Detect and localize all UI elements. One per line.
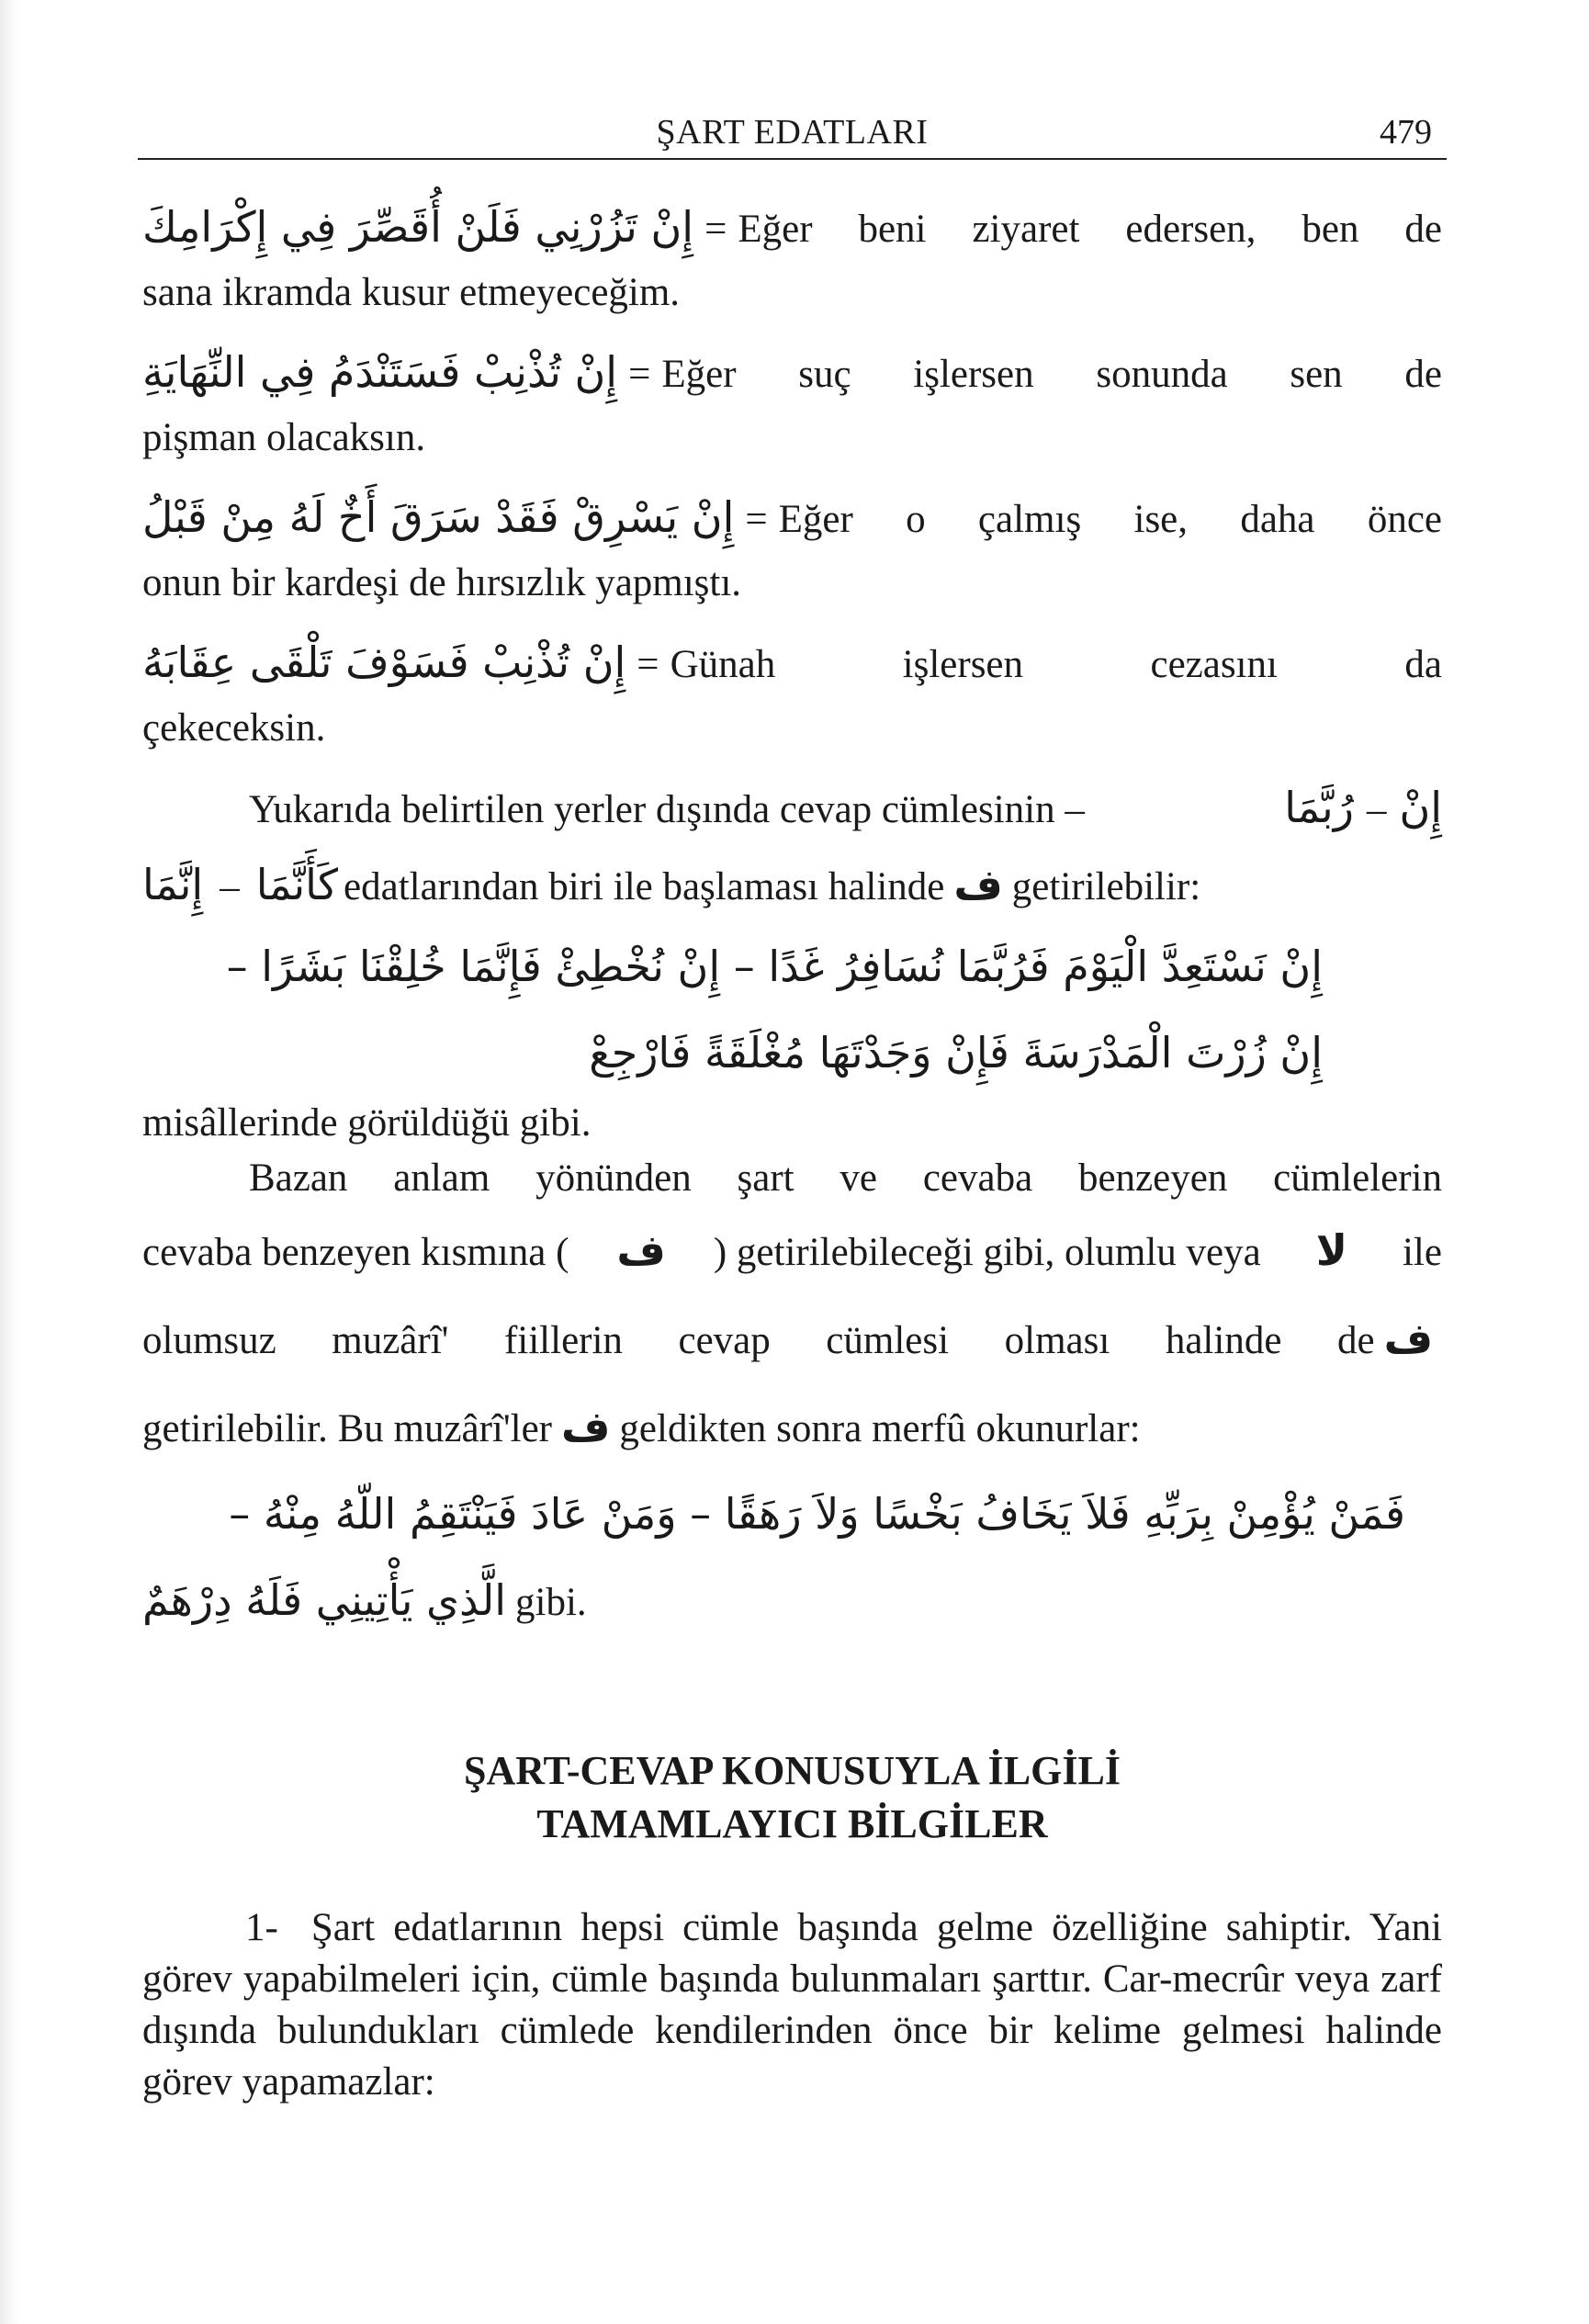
example-2: إِنْ تُذْنِبْ فَسَتَنْدَمُ فِي النِّهَايَةِ = Eğer suç işlersen sonunda sen de pişman olacaksın. <box>142 333 1442 466</box>
translation: Eğer suç işlersen sonunda sen de <box>661 353 1442 396</box>
translation-continued: sana ikramda kusur etmeyeceğim. <box>142 271 681 314</box>
example-1: إِنْ تَزُرْنِي فَلَنْ أُقَصِّرَ فِي إِكْرَامِكَ = Eğer beni ziyaret edersen, ben de sana ikramda kusur etmeyeceğim. <box>142 188 1442 321</box>
arabic-rubbama: رُبَّمَا <box>1284 783 1354 832</box>
para1-line1-text: Yukarıda belirtilen yerler dışında cevap cümlesinin – <box>249 788 1085 831</box>
para1-line2-text: edatlarından biri ile başlaması halinde <box>344 865 945 908</box>
examples-caption: misâllerinde görüldüğü gibi. <box>142 1101 592 1145</box>
arabic-example-dirham: الَّذِي يَأْتِينِي فَلَهُ دِرْهَمٌ <box>142 1575 506 1625</box>
example-4: إِنْ تُذْنِبْ فَسَوْفَ تَلْقَى عِقَابَهُ = Günah işlersen cezasını da çekeceksin. <box>142 624 1442 756</box>
translation-continued: pişman olacaksın. <box>142 416 426 459</box>
section-title: ŞART-CEVAP KONUSUYLA İLGİLİ TAMAMLAYICI BİLGİLER <box>464 1748 1121 1846</box>
item-text: Şart edatlarının hepsi cümle başında gelme özelliğine sahiptir. Yani görev yapabilmeleri için, cümle başında bulunmaları şarttır. Car-mecrûr veya zarf dışında bulundukları cümlede kendilerinden önce bir kelime gelmesi halinde görev yapamazlar: <box>142 1906 1442 2104</box>
paragraph-2: Bazan anlam yönünden şart ve cevaba benzeyen cümlelerin cevaba benzeyen kısmına ( ف ) getirilebileceği gibi, olumlu veya لا ile olumsuz muzârî' fiillerin cevap cümlesi olması halinde de ف getirilebilir. Bu muzârî'ler ف geldikten sonra merfû okunurlar: فَمَنْ يُؤْمِنْ بِرَبِّهِ فَلاَ يَخَافُ بَخْسًا وَلاَ رَهَقًا – وَمَنْ عَادَ فَيَنْتَقِمُ اللّهُ مِنْهُ – الَّذِي يَأْتِينِي فَلَهُ دِرْهَمٌ gibi. <box>142 1151 1442 1643</box>
numbered-item-1 <box>142 1902 1442 2108</box>
translation-continued: çekeceksin. <box>142 706 326 750</box>
translation: Eğer o çalmış ise, daha önce <box>778 498 1442 541</box>
page-edge-shadow <box>0 0 20 2324</box>
page-body <box>142 188 1442 2108</box>
para2-line1: Bazan anlam yönünden şart ve cevaba benzeyen cümlelerin <box>249 1156 1442 1200</box>
arabic-letter-fa: ف <box>616 1225 666 1275</box>
translation-continued: onun bir kardeşi de hırsızlık yapmıştı. <box>142 561 742 604</box>
arabic-letter-fa: ف <box>560 1402 611 1451</box>
arabic-example: إِنْ تُذْنِبْ فَسَتَنْدَمُ فِي النِّهَايَةِ <box>142 347 618 397</box>
arabic-in: إِنْ <box>1399 783 1442 832</box>
paragraph-1: Yukarıda belirtilen yerler dışında cevap cümlesinin – رُبَّمَا – إِنْ إِنَّمَا – كَأَنَّمَا edatlarından biri ile başlaması halinde ف getirilebilir: إِنْ نَسْتَعِدَّ الْيَوْمَ فَرُبَّمَا نُسَافِرُ غَدًا – إِنْ نُخْطِئْ فَإِنَّمَا خُلِقْنَا بَشَرًا – إِنْ زُرْتَ الْمَدْرَسَةَ فَإِنْ وَجَدْتَهَا مُغْلَقَةً فَارْجِعْ misâllerinde görüldüğü gibi. <box>142 769 1442 1151</box>
arabic-example: إِنْ تُذْنِبْ فَسَوْفَ تَلْقَى عِقَابَهُ <box>142 637 626 687</box>
arabic-examples-row-2: إِنْ زُرْتَ الْمَدْرَسَةَ فَإِنْ وَجَدْتَهَا مُغْلَقَةً فَارْجِعْ <box>589 1028 1323 1077</box>
running-title: ŞART EDATLARI <box>656 113 929 152</box>
arabic-example: إِنْ تَزُرْنِي فَلَنْ أُقَصِّرَ فِي إِكْرَامِكَ <box>142 202 694 252</box>
arabic-quran-examples: فَمَنْ يُؤْمِنْ بِرَبِّهِ فَلاَ يَخَافُ بَخْسًا وَلاَ رَهَقًا – وَمَنْ عَادَ فَيَنْتَقِمُ اللّهُ مِنْهُ – <box>229 1489 1405 1539</box>
page-header <box>138 103 1447 160</box>
page-number: 479 <box>1380 113 1432 152</box>
example-3: إِنْ يَسْرِقْ فَقَدْ سَرَقَ أَخٌ لَهُ مِنْ قَبْلُ = Eğer o çalmış ise, daha önce onun bir kardeşi de hırsızlık yapmıştı. <box>142 479 1442 611</box>
item-number: 1- <box>245 1906 278 1949</box>
arabic-innama: إِنَّمَا <box>142 860 204 909</box>
translation: Günah işlersen cezasını da <box>670 643 1442 686</box>
arabic-letter-fa: ف <box>953 860 1003 909</box>
translation: Eğer beni ziyaret edersen, ben de <box>738 208 1442 251</box>
arabic-examples-row-1: إِنْ نَسْتَعِدَّ الْيَوْمَ فَرُبَّمَا نُسَافِرُ غَدًا – إِنْ نُخْطِئْ فَإِنَّمَا خُلِقْنَا بَشَرًا – <box>226 942 1323 991</box>
arabic-la: لا <box>1315 1225 1347 1275</box>
arabic-keennema: كَأَنَّمَا <box>255 860 339 909</box>
arabic-example: إِنْ يَسْرِقْ فَقَدْ سَرَقَ أَخٌ لَهُ مِنْ قَبْلُ <box>142 492 735 542</box>
arabic-letter-fa: ف <box>1383 1314 1433 1363</box>
